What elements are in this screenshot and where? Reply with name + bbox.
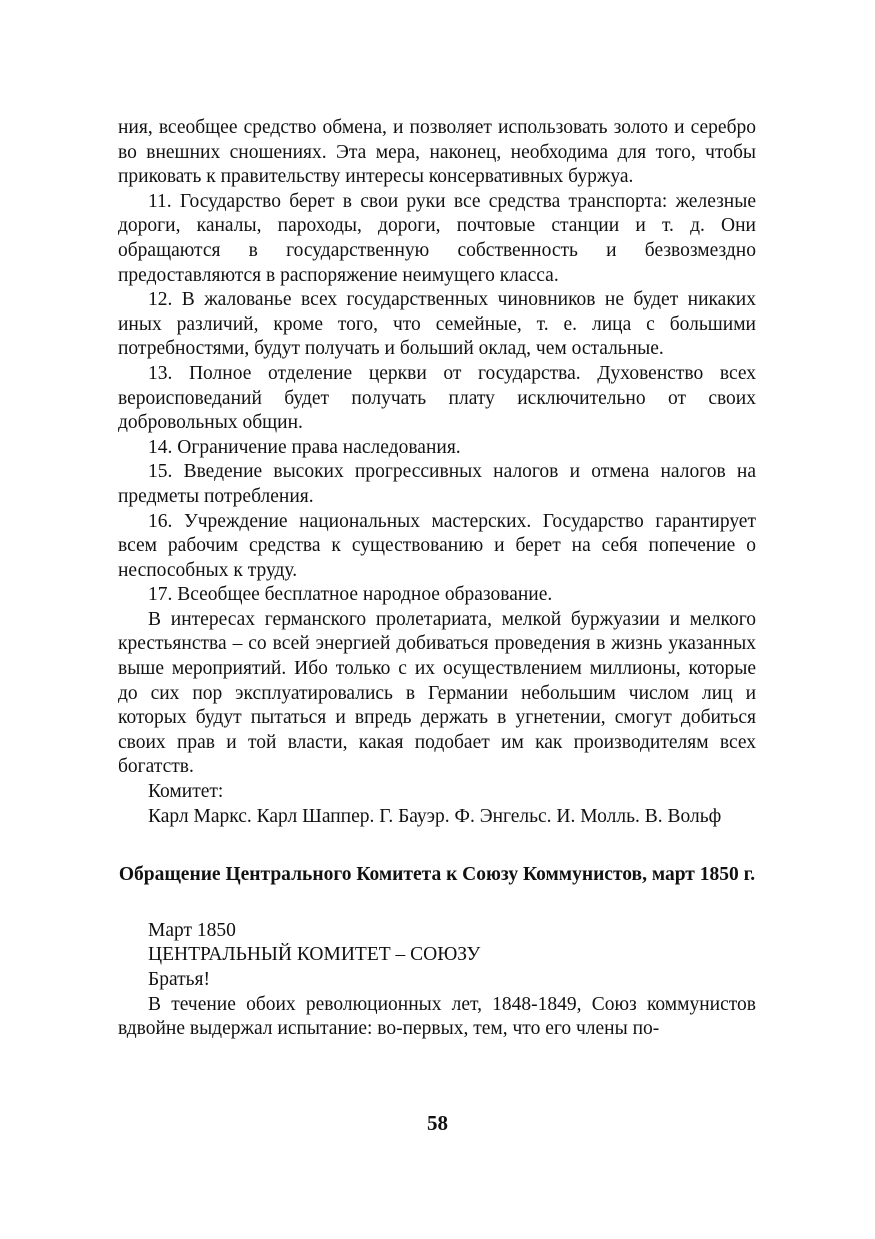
paragraph-item-11: 11. Государство берет в свои руки все средства транспорта: железные дороги, каналы, пароходы, дороги, почтовые станции и т. д. Они обращаются в государственную собственность и безвозмездно предоставляются в распоряжение неимущего класса.	[118, 190, 756, 286]
section-heading: Обращение Центрального Комитета к Союзу Коммунистов, март 1850 г.	[118, 864, 756, 886]
address-line: ЦЕНТРАЛЬНЫЙ КОМИТЕТ – СОЮЗУ	[148, 944, 481, 966]
signatures: Карл Маркс. Карл Шаппер. Г. Бауэр. Ф. Энгельс. И. Молль. В. Вольф	[148, 805, 722, 827]
paragraph-conclusion: В интересах германского пролетариата, мелкой буржуазии и мелкого крестьянства – со всей энергией добиваться проведения в жизнь указанных выше мероприятий. Ибо только с их осуществлением миллионы, которые до сих пор эксплуатировались в Германии небольшим числом лиц и которых будут пытаться и впредь держать в угнетении, смогут добиться своих прав и той власти, какая подобает им как производителям всех богатств.	[118, 608, 756, 778]
paragraph-item-15: 15. Введение высоких прогрессивных налогов и отмена налогов на предметы потребления.	[118, 461, 756, 507]
paragraph-item-12: 12. В жалованье всех государственных чиновников не будет никаких иных различий, кроме того, что семейные, т. е. лица с большими потребностями, будут получать и больший оклад, чем остальные.	[118, 289, 756, 360]
paragraph-item-16: 16. Учреждение национальных мастерских. Государство гарантирует всем рабочим средства к существованию и берет на себя попечение о неспособных к труду.	[118, 510, 756, 581]
closing-paragraph: В течение обоих революционных лет, 1848-1849, Союз коммунистов вдвойне выдержал испытание: во-первых, тем, что его члены по-	[118, 993, 756, 1040]
committee-label: Комитет:	[148, 781, 224, 803]
paragraph-item-14: 14. Ограничение права наследования.	[148, 436, 461, 458]
paragraph-item-17: 17. Всеобщее бесплатное народное образование.	[148, 584, 553, 606]
greeting: Братья!	[148, 969, 210, 990]
section-spacer	[118, 888, 756, 919]
body-text	[118, 116, 756, 1042]
paragraph-continuation: ния, всеобщее средство обмена, и позволяет использовать золото и серебро во внешних сношениях. Эта мера, наконец, необходима для того, чтобы приковать к правительству интересы консервативных буржуа.	[118, 117, 756, 188]
date-line: Март 1850	[148, 919, 236, 941]
page-number: 58	[427, 1111, 448, 1135]
paragraph-item-13: 13. Полное отделение церкви от государства. Духовенство всех вероисповеданий будет получать плату исключительно от своих добровольных общин.	[118, 362, 756, 434]
